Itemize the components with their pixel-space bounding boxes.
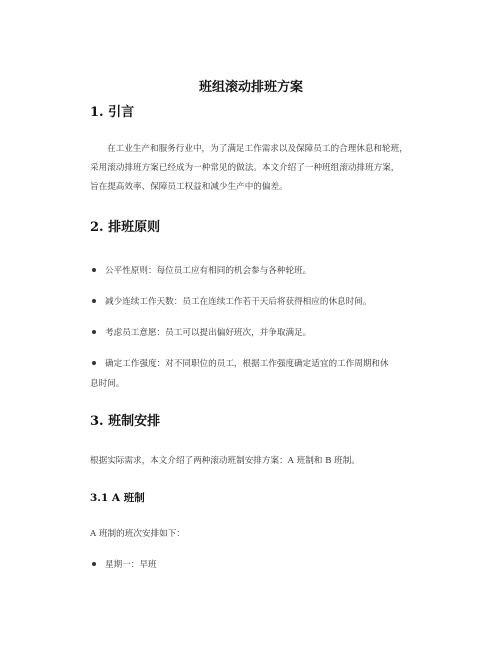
principle-bullet-3	[92, 327, 311, 339]
principle-text-3: 考虑员工意愿：员工可以提出偏好班次，并争取满足。	[105, 328, 312, 338]
subsection-a-text: A 班制的班次安排如下：	[90, 529, 185, 539]
intro-line-1: 在工业生产和服务行业中，为了满足工作需求以及保障员工的合理休息和轮班，	[107, 144, 408, 154]
intro-line-2: 采用滚动排班方案已经成为一种常见的做法。本文介绍了一种班组滚动排班方案，	[90, 163, 400, 173]
document-title: 班组滚动排班方案	[198, 80, 303, 95]
principle-text-2: 减少连续工作天数：员工在连续工作若干天后将获得相应的休息时间。	[105, 297, 372, 307]
principle-text-4: 确定工作强度：对不同职位的员工，根据工作强度确定适宜的工作周期和休	[105, 359, 389, 369]
schedule-a-bullet-1	[92, 559, 157, 571]
bullet-icon	[92, 562, 96, 566]
subsection-heading-a: 3.1 A 班制	[90, 492, 145, 504]
bullet-icon	[92, 330, 96, 334]
principle-bullet-2	[92, 296, 371, 308]
section-heading-schedule: 3. 班制安排	[90, 414, 161, 429]
bullet-icon	[92, 361, 96, 365]
schedule-a-text-1: 星期一：早班	[105, 560, 157, 570]
bullet-icon	[92, 268, 96, 272]
section-heading-intro: 1. 引言	[90, 105, 135, 120]
section-heading-principles: 2. 排班原则	[90, 220, 161, 235]
bullet-icon	[92, 299, 96, 303]
intro-line-3: 旨在提高效率、保障员工权益和减少生产中的偏差。	[90, 182, 288, 192]
schedule-intro-text: 根据实际需求，本文介绍了两种滚动班制安排方案：A 班制和 B 班制。	[90, 456, 360, 466]
principle-text-4-continued: 息时间。	[90, 379, 125, 389]
principle-bullet-1	[92, 265, 311, 277]
principle-text-1: 公平性原则：每位员工应有相同的机会参与各种轮班。	[105, 266, 312, 276]
principle-bullet-4	[92, 358, 389, 370]
